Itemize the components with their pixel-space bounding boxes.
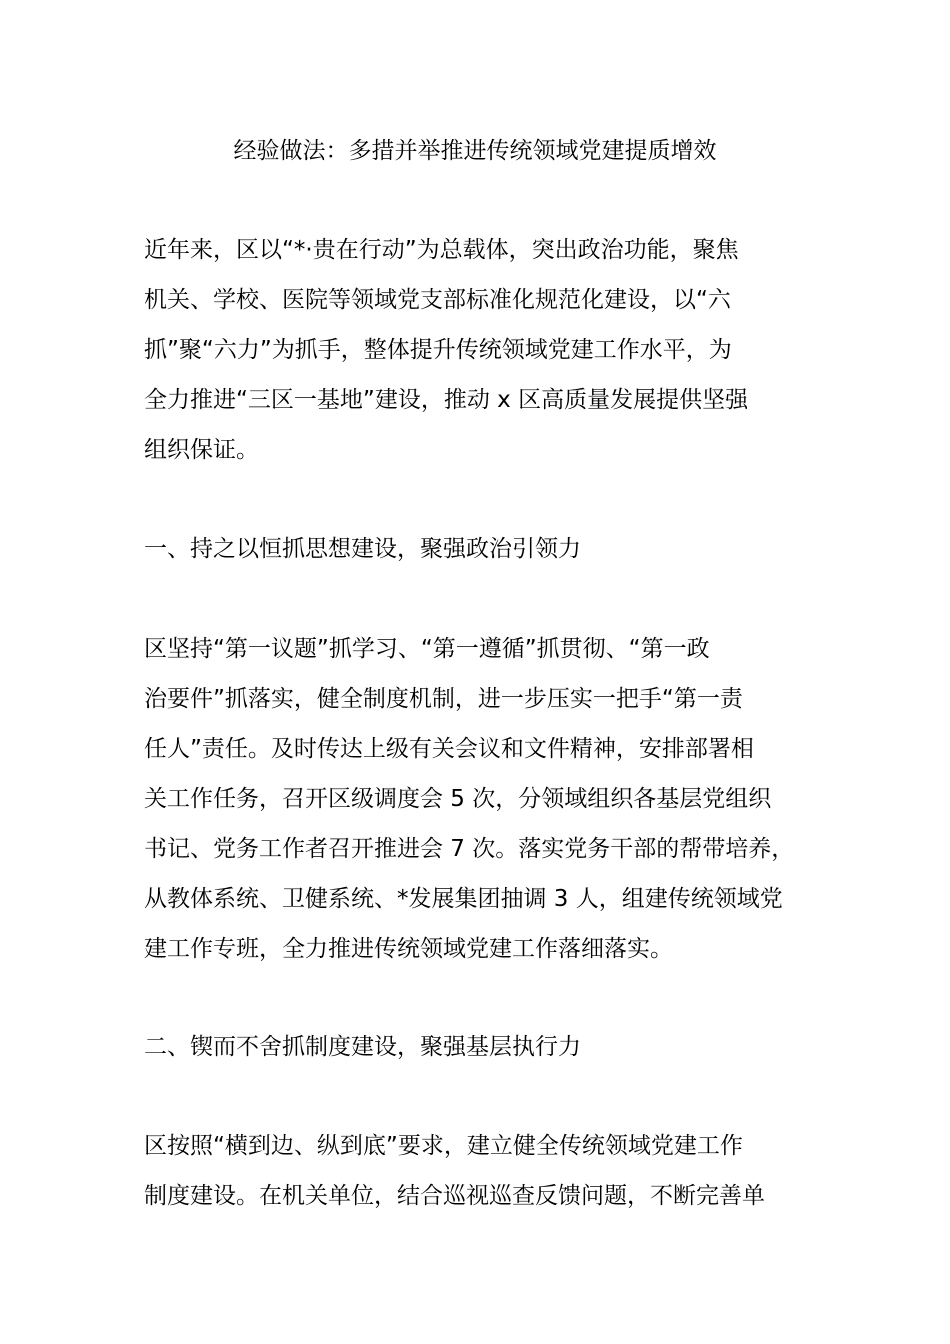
paragraph-line: 从教体系统、卫健系统、*发展集团抽调 3 人，组建传统领域党 xyxy=(144,886,783,912)
paragraph-line: 区按照“横到边、纵到底”要求，建立健全传统领域党建工作 xyxy=(144,1133,743,1159)
paragraph-line: 建工作专班，全力推进传统领域党建工作落细落实。 xyxy=(144,936,673,962)
paragraph-line: 书记、党务工作者召开推进会 7 次。落实党务干部的帮带培养， xyxy=(144,836,795,862)
paragraph-line: 组织保证。 xyxy=(144,437,259,463)
paragraph-line: 机关、学校、医院等领域党支部标准化规范化建设，以“六 xyxy=(144,287,731,313)
section-heading: 一、持之以恒抓思想建设，聚强政治引领力 xyxy=(144,536,581,562)
paragraph-line: 治要件”抓落实，健全制度机制，进一步压实一把手“第一责 xyxy=(144,686,743,712)
paragraph-line: 抓”聚“六力”为抓手，整体提升传统领域党建工作水平，为 xyxy=(144,337,732,363)
paragraph-line: 全力推进“三区一基地”建设，推动 x 区高质量发展提供坚强 xyxy=(144,387,749,413)
document-title: 经验做法：多措并举推进传统领域党建提质增效 xyxy=(233,138,717,164)
paragraph-line: 近年来，区以“*·贵在行动”为总载体，突出政治功能，聚焦 xyxy=(144,237,739,263)
paragraph-line: 任人”责任。及时传达上级有关会议和文件精神，安排部署相 xyxy=(144,736,754,762)
section-heading: 二、锲而不舍抓制度建设，聚强基层执行力 xyxy=(144,1034,581,1060)
paragraph-line: 区坚持“第一议题”抓学习、“第一遵循”抓贯彻、“第一政 xyxy=(144,636,710,662)
paragraph-line: 制度建设。在机关单位，结合巡视巡查反馈问题，不断完善单 xyxy=(144,1183,765,1209)
paragraph-line: 关工作任务，召开区级调度会 5 次，分领域组织各基层党组织 xyxy=(144,786,772,812)
